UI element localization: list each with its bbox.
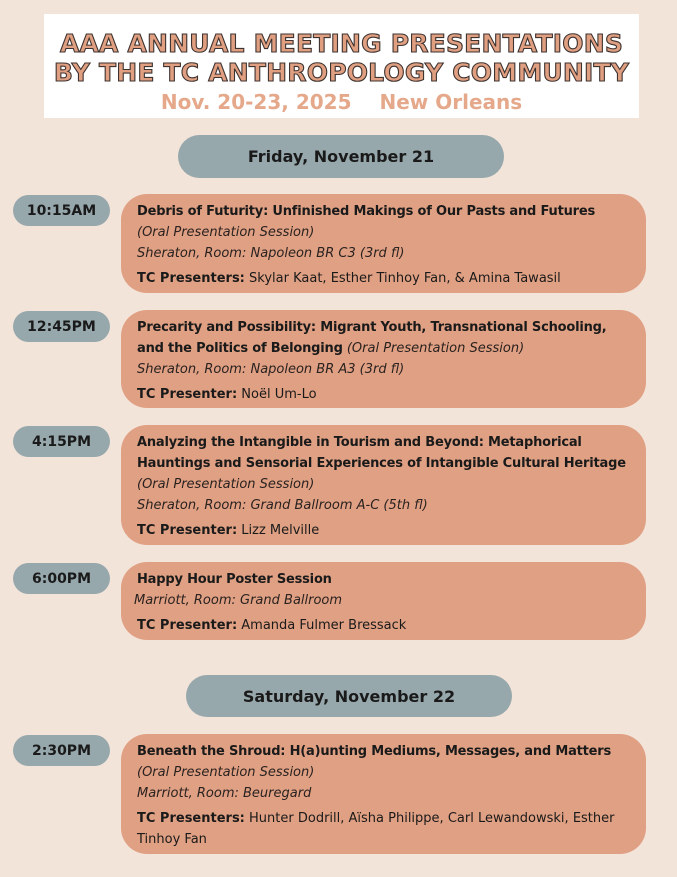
presenter-names: Amanda Fulmer Bressack <box>241 618 407 633</box>
session-location: Marriott, Room: Grand Ballroom <box>134 593 343 608</box>
session-time: 6:00PM <box>13 563 110 594</box>
title-line-1: AAA ANNUAL MEETING PRESENTATIONS <box>59 29 624 58</box>
presenter-label: TC Presenters: <box>137 271 245 286</box>
session-type: (Oral Presentation Session) <box>346 341 525 356</box>
event-location: New Orleans <box>379 90 523 114</box>
session-title: Beneath the Shroud: H(a)unting Mediums, Messages, and Matters <box>137 744 612 759</box>
session-presenters <box>137 808 626 850</box>
session-time: 10:15AM <box>13 195 110 226</box>
session-type: (Oral Presentation Session) <box>137 225 315 240</box>
event-dates: Nov. 20-23, 2025 <box>160 90 352 114</box>
session-card <box>121 734 646 854</box>
presenter-label: TC Presenter: <box>137 618 238 633</box>
header-banner <box>44 14 639 118</box>
session-title: Debris of Futurity: Unfinished Makings of Our Pasts and Futures <box>137 204 596 219</box>
session-title: Precarity and Possibility: Migrant Youth, Transnational Schooling, and the Politics of Belonging <box>137 320 607 356</box>
session-type: (Oral Presentation Session) <box>137 477 315 492</box>
session-card <box>121 562 646 640</box>
session-time: 12:45PM <box>13 311 110 342</box>
session-presenters <box>137 268 626 289</box>
day-heading-friday: Friday, November 21 <box>178 135 504 178</box>
event-subtitle <box>44 88 639 116</box>
session-time: 4:15PM <box>13 426 110 457</box>
session-presenters <box>137 615 626 636</box>
day-heading-saturday: Saturday, November 22 <box>186 675 512 717</box>
presenter-label: TC Presenter: <box>137 387 238 402</box>
session-title: Analyzing the Intangible in Tourism and Beyond: Metaphorical Hauntings and Sensorial Experiences of Intangible Cultural Heritage <box>137 435 626 471</box>
session-card <box>121 425 646 545</box>
session-presenters <box>137 384 626 405</box>
presenter-names: Lizz Melville <box>241 523 320 538</box>
title-line-2: BY THE TC ANTHROPOLOGY COMMUNITY <box>53 58 630 87</box>
session-type: (Oral Presentation Session) <box>137 765 315 780</box>
presenter-label: TC Presenters: <box>137 811 245 826</box>
presenter-label: TC Presenter: <box>137 523 238 538</box>
presenter-names: Hunter Dodrill, Aïsha Philippe, Carl Lewandowski, Esther Tinhoy Fan <box>137 811 615 847</box>
session-presenters <box>137 520 626 541</box>
session-title: Happy Hour Poster Session <box>137 572 332 587</box>
session-location: Sheraton, Room: Grand Ballroom A-C (5th fl) <box>137 498 428 513</box>
session-card <box>121 310 646 408</box>
session-location: Marriott, Room: Beuregard <box>137 786 312 801</box>
session-time: 2:30PM <box>13 735 110 766</box>
session-location: Sheraton, Room: Napoleon BR C3 (3rd fl) <box>137 246 405 261</box>
session-card <box>121 194 646 293</box>
session-location: Sheraton, Room: Napoleon BR A3 (3rd fl) <box>137 362 405 377</box>
presenter-names: Skylar Kaat, Esther Tinhoy Fan, & Amina Tawasil <box>249 271 561 286</box>
presenter-names: Noël Um-Lo <box>241 387 317 402</box>
